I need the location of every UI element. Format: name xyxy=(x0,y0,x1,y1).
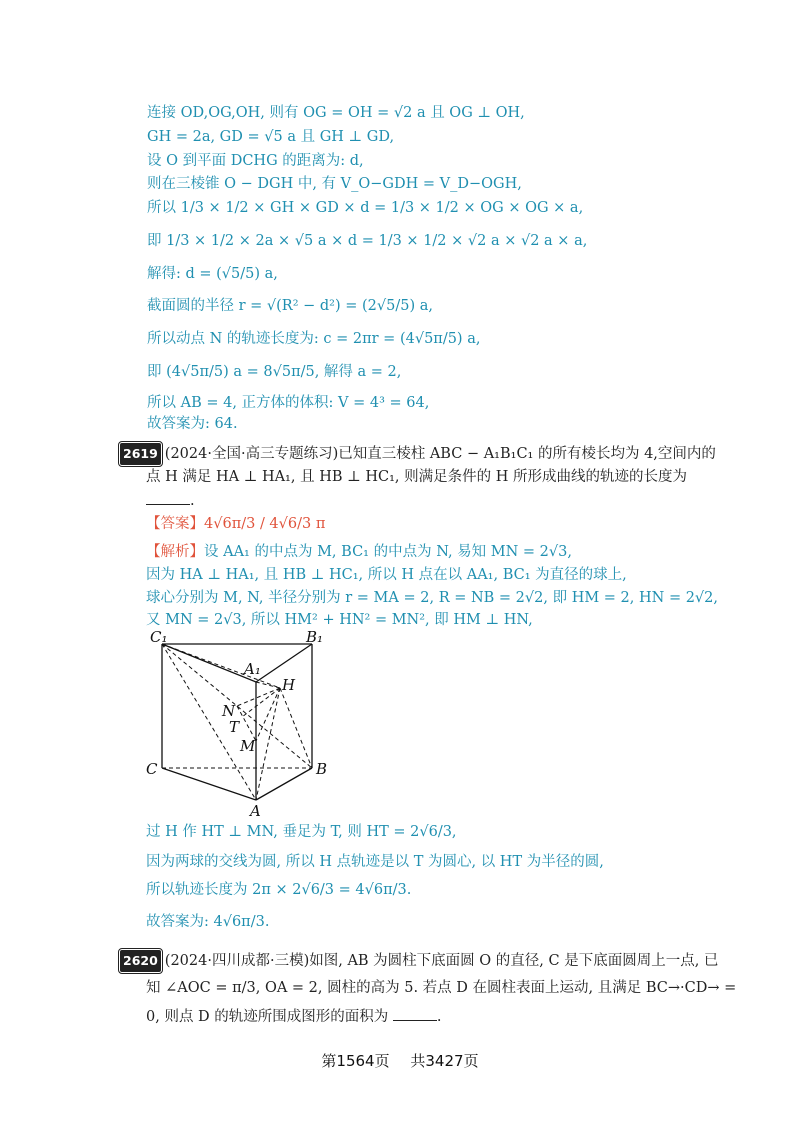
after-line: 过 H 作 HT ⊥ MN, 垂足为 T, 则 HT = 2√6/3, xyxy=(146,824,457,840)
page-number: 第1564页 xyxy=(321,1052,390,1070)
problem-2619-line3: . xyxy=(146,490,195,511)
problem-2620-line3: 0, 则点 D 的轨迹所围成图形的面积为 . xyxy=(146,1006,442,1027)
edge-a-b xyxy=(256,768,312,800)
solution-line: 解得: d = (√5/5) a, xyxy=(147,266,278,282)
after-line: 所以轨迹长度为 2π × 2√6/3 = 4√6π/3. xyxy=(146,882,412,898)
answer-blank xyxy=(146,490,190,505)
solution-line: 则在三棱锥 O − DGH 中, 有 V_O−GDH = V_D−OGH, xyxy=(147,176,522,192)
label-b: B xyxy=(316,760,328,778)
page-total: 共3427页 xyxy=(410,1052,479,1070)
analysis-line: 又 MN = 2√3, 所以 HM² + HN² = MN², 即 HM ⊥ HN, xyxy=(146,612,533,628)
after-line: 因为两球的交线为圆, 所以 H 点轨迹是以 T 为圆心, 以 HT 为半径的圆, xyxy=(146,854,604,870)
segment-c1-a xyxy=(162,644,256,800)
solution-line: 所以 1/3 × 1/2 × GH × GD × d = 1/3 × 1/2 × OG × OG × a, xyxy=(147,200,584,216)
analysis-line: 【解析】设 AA₁ 的中点为 M, BC₁ 的中点为 N, 易知 MN = 2√3, xyxy=(146,544,572,560)
label-n: N xyxy=(222,702,236,720)
segment-h-m xyxy=(256,688,280,741)
page-footer xyxy=(0,1050,800,1071)
segment-h-b xyxy=(280,688,312,768)
solution-line: 即 (4√5π/5) a = 8√5π/5, 解得 a = 2, xyxy=(147,364,402,380)
prism-figure xyxy=(140,628,360,818)
solution-line: 截面圆的半径 r = √(R² − d²) = (2√5/5) a, xyxy=(147,298,433,314)
problem-2620-line2: 知 ∠AOC = π/3, OA = 2, 圆柱的高为 5. 若点 D 在圆柱表面上运动, 且满足 BC→·CD→ = xyxy=(146,980,737,996)
label-t: T xyxy=(229,718,240,736)
label-a1: A₁ xyxy=(244,660,261,678)
after-line: 故答案为: 4√6π/3. xyxy=(146,914,270,930)
answer-value: 4√6π/3 / 4√6/3 π xyxy=(204,516,326,532)
problem-text: (2024·全国·高三专题练习)已知直三棱柱 ABC − A₁B₁C₁ 的所有棱长均为 4,空间内的 xyxy=(164,446,716,462)
answer-blank xyxy=(393,1006,437,1021)
analysis-line: 因为 HA ⊥ HA₁, 且 HB ⊥ HC₁, 所以 H 点在以 AA₁, BC₁ 为直径的球上, xyxy=(146,567,627,583)
answer-label: 【答案】 xyxy=(146,516,204,532)
label-c1: C₁ xyxy=(150,628,168,646)
solution-line: 所以 AB = 4, 正方体的体积: V = 4³ = 64, xyxy=(147,395,430,411)
segment-n-m xyxy=(237,706,256,741)
solution-line: 即 1/3 × 1/2 × 2a × √5 a × d = 1/3 × 1/2 × √2 a × √2 a × a, xyxy=(147,233,588,249)
analysis-label: 【解析】 xyxy=(146,544,204,560)
edge-c-a xyxy=(162,768,256,800)
answer-line xyxy=(146,514,325,534)
label-a: A xyxy=(250,802,261,818)
solution-line: 故答案为: 64. xyxy=(147,416,238,432)
analysis-line: 球心分别为 M, N, 半径分别为 r = MA = 2, R = NB = 2√2, 即 HM = 2, HN = 2√2, xyxy=(146,590,719,606)
segment-h-a xyxy=(256,688,280,800)
solution-line: 设 O 到平面 DCHG 的距离为: d, xyxy=(147,153,364,169)
label-m: M xyxy=(240,737,256,755)
segment-h-a1 xyxy=(256,682,280,688)
label-c: C xyxy=(146,760,158,778)
problem-number-badge: 2619 xyxy=(120,443,161,465)
problem-text: (2024·四川成都·三模)如图, AB 为圆柱下底面圆 O 的直径, C 是下底面圆周上一点, 已 xyxy=(164,953,719,969)
solution-line: 连接 OD,OG,OH, 则有 OG = OH = √2 a 且 OG ⊥ OH, xyxy=(147,105,525,121)
problem-2620-line1 xyxy=(120,950,718,972)
segment-h-t xyxy=(242,688,280,717)
solution-line: 所以动点 N 的轨迹长度为: c = 2πr = (4√5π/5) a, xyxy=(147,331,481,347)
problem-2619-line2: 点 H 满足 HA ⊥ HA₁, 且 HB ⊥ HC₁, 则满足条件的 H 所形成曲线的轨迹的长度为 xyxy=(146,469,687,485)
problem-2619-line1 xyxy=(120,443,716,465)
problem-number-badge: 2620 xyxy=(120,950,161,972)
label-h: H xyxy=(282,676,296,694)
solution-line: GH = 2a, GD = √5 a 且 GH ⊥ GD, xyxy=(147,129,395,145)
label-b1: B₁ xyxy=(306,628,324,646)
